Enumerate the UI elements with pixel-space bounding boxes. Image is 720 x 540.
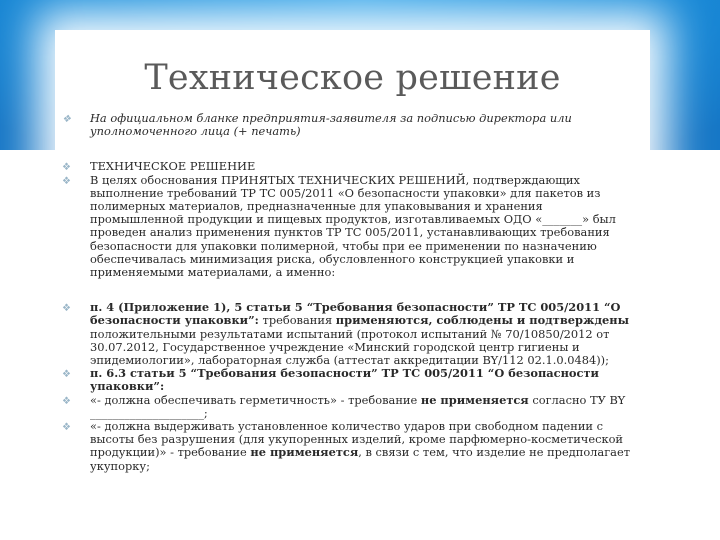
list-item-purpose [60, 174, 640, 280]
list-item-clause-4 [60, 301, 640, 367]
item-text: На официальном бланке предприятия-заявителя за подписью директора или уполномоченного лица (+ печать) [90, 111, 572, 139]
bullet-list [60, 112, 640, 473]
diamond-bullet-icon: ❖ [62, 369, 71, 381]
content-panel [55, 30, 650, 530]
list-item-letterhead [60, 112, 640, 138]
slide-title: Техническое решение [144, 58, 561, 98]
spacer [60, 279, 640, 301]
item-text: согласно ТУ BY ____________________; [90, 392, 626, 420]
diamond-bullet-icon: ❖ [62, 395, 71, 407]
clause-reference: п. 6.3 статьи 5 “Требования безопасности” ТР ТС 005/2011 “О безопасности упаковки”: [90, 366, 599, 394]
clause-reference: п. 4 (Приложение 1), 5 статьи 5 “Требования безопасности” ТР ТС 005/2011 “О безопасности упаковки”: [90, 300, 621, 328]
list-item-clause-6-3 [60, 367, 640, 393]
emphasis-text: не применяется [420, 392, 529, 407]
spacer [60, 138, 640, 160]
item-text: положительными результатами испытаний (протокол испытаний № 70/10850/2012 от 30.07.2012, Государственное учреждение «Минский городской центр гигиены и эпидемиологии», лабораторная служба (аттестат аккредитации BY/112 02.1.0.0484)); [90, 326, 610, 368]
item-text: ТЕХНИЧЕСКОЕ РЕШЕНИЕ [90, 159, 256, 174]
emphasis-text: применяются, соблюдены и подтверждены [335, 313, 630, 328]
diamond-bullet-icon: ❖ [62, 303, 71, 315]
diamond-bullet-icon: ❖ [62, 114, 71, 125]
diamond-bullet-icon: ❖ [62, 162, 71, 174]
item-text: В целях обоснования ПРИНЯТЫХ ТЕХНИЧЕСКИХ РЕШЕНИЙ, подтверждающих выполнение требований ТР ТС 005/2011 «О безопасности упаковки» для пакетов из полимерных материалов, предназначенные для упаковывания и хранения промышленной продукции и пищевых продуктов, изготавливаемых ОДО «_______» был проведен анализ применения пунктов ТР ТС 005/2011, устанавливающих требования безопасности для упаковки полимерной, чтобы при ее применении по назначению обеспечивалась минимизация риска, обусловленного конструкцией упаковки и применяемыми материалами, а именно: [90, 172, 616, 280]
item-text: требования [258, 313, 336, 328]
emphasis-text: не применяется [250, 445, 359, 460]
item-text: , в связи с тем, что изделие не предполагает укупорку; [90, 445, 631, 473]
diamond-bullet-icon: ❖ [62, 175, 71, 187]
item-text: «- должна выдерживать установленное количество ударов при свободном падении с высоты без разрушения (для укупоренных изделий, кроме парфюмерно-косметической продукции)» - требование [90, 419, 624, 460]
diamond-bullet-icon: ❖ [62, 422, 71, 434]
item-text: «- должна обеспечивать герметичность» - требование [90, 392, 421, 407]
list-item-hermetic [60, 394, 640, 420]
list-item-drop-test [60, 420, 640, 473]
